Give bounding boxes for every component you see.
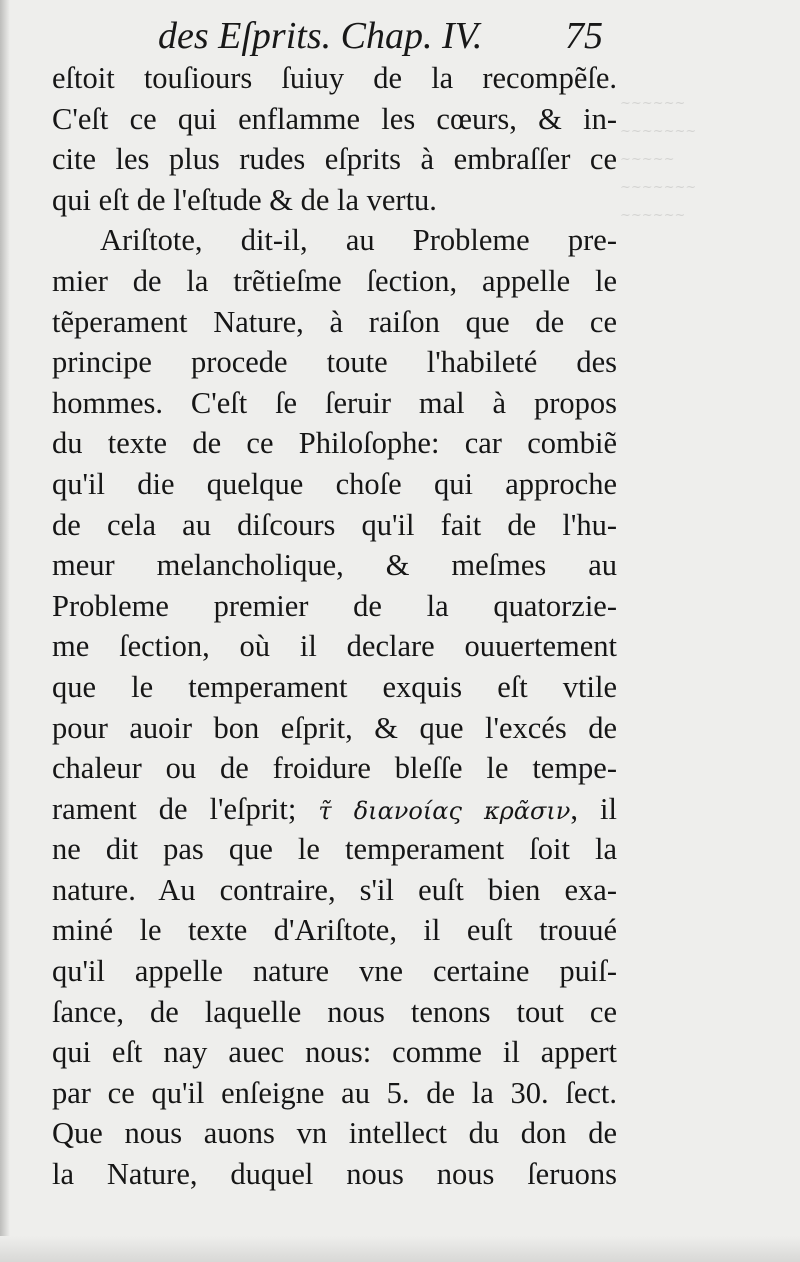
- text-line: Ariſtote, dit-il, au Probleme pre-: [100, 223, 617, 258]
- text-line: tẽperament Nature, à raiſon que de ce: [52, 304, 617, 339]
- text-line: chaleur ou de froidure bleſſe le tempe-: [52, 751, 617, 786]
- text-line: qu'il die quelque choſe qui approche: [52, 466, 617, 501]
- text-line: qui eſt de l'eſtude & de la vertu.: [52, 182, 437, 217]
- text-line: hommes. C'eſt ſe ſeruir mal à propos: [52, 385, 617, 420]
- text-line: Que nous auons vn intellect du don de: [52, 1116, 617, 1151]
- greek-phrase: τ̃ διανοίας κρᾶσιν: [318, 796, 571, 825]
- text-line: ſance, de laquelle nous tenons tout ce: [52, 994, 617, 1029]
- text-line: C'eſt ce qui enflamme les cœurs, & in-: [52, 101, 617, 136]
- text-line: qu'il appelle nature vne certaine puiſ-: [52, 954, 617, 989]
- text-line: cite les plus rudes eſprits à embraſſer ce: [52, 142, 617, 177]
- text-line: eſtoit touſiours ſuiuy de la recompẽſe.: [52, 61, 617, 95]
- text-line: de cela au diſcours qu'il fait de l'hu-: [52, 507, 617, 542]
- text-line: par ce qu'il enſeigne au 5. de la 30. ſect.: [52, 1075, 617, 1110]
- text-line: que le temperament exquis eſt vtile: [52, 669, 617, 704]
- page-number: 75: [565, 15, 603, 57]
- running-head-title: des Eſprits. Chap. IV.: [158, 15, 483, 57]
- text-segment: rament de l'eſprit;: [52, 791, 297, 826]
- page-bottom-shadow: [0, 1236, 800, 1262]
- text-line-with-greek: [52, 789, 617, 830]
- body-text: [52, 58, 617, 1195]
- bleed-through-marginalia: ~~~~~~ ~~~~~~~ ~~~~~ ~~~~~~~ ~~~~~~: [620, 96, 697, 223]
- text-line: mier de la trẽtieſme ſection, appelle le: [52, 263, 617, 298]
- text-line: ne dit pas que le temperament ſoit la: [52, 832, 617, 867]
- text-line: me ſection, où il declare ouuertement: [52, 629, 617, 664]
- text-line: miné le texte d'Ariſtote, il euſt trouué: [52, 913, 617, 948]
- text-line: principe procede toute l'habileté des: [52, 345, 617, 380]
- text-segment: , il: [570, 791, 618, 826]
- text-line: la Nature, duquel nous nous ſeruons: [52, 1157, 617, 1192]
- page-edge-shadow: [0, 0, 10, 1262]
- text-line: qui eſt nay auec nous: comme il appert: [52, 1035, 617, 1070]
- text-line: meur melancholique, & meſmes au: [52, 548, 617, 583]
- text-line: du texte de ce Philoſophe: car combiẽ: [52, 426, 617, 461]
- text-line: Probleme premier de la quatorzie-: [52, 588, 617, 623]
- text-line: pour auoir bon eſprit, & que l'excés de: [52, 710, 617, 745]
- text-line: nature. Au contraire, s'il euſt bien exa-: [52, 872, 617, 907]
